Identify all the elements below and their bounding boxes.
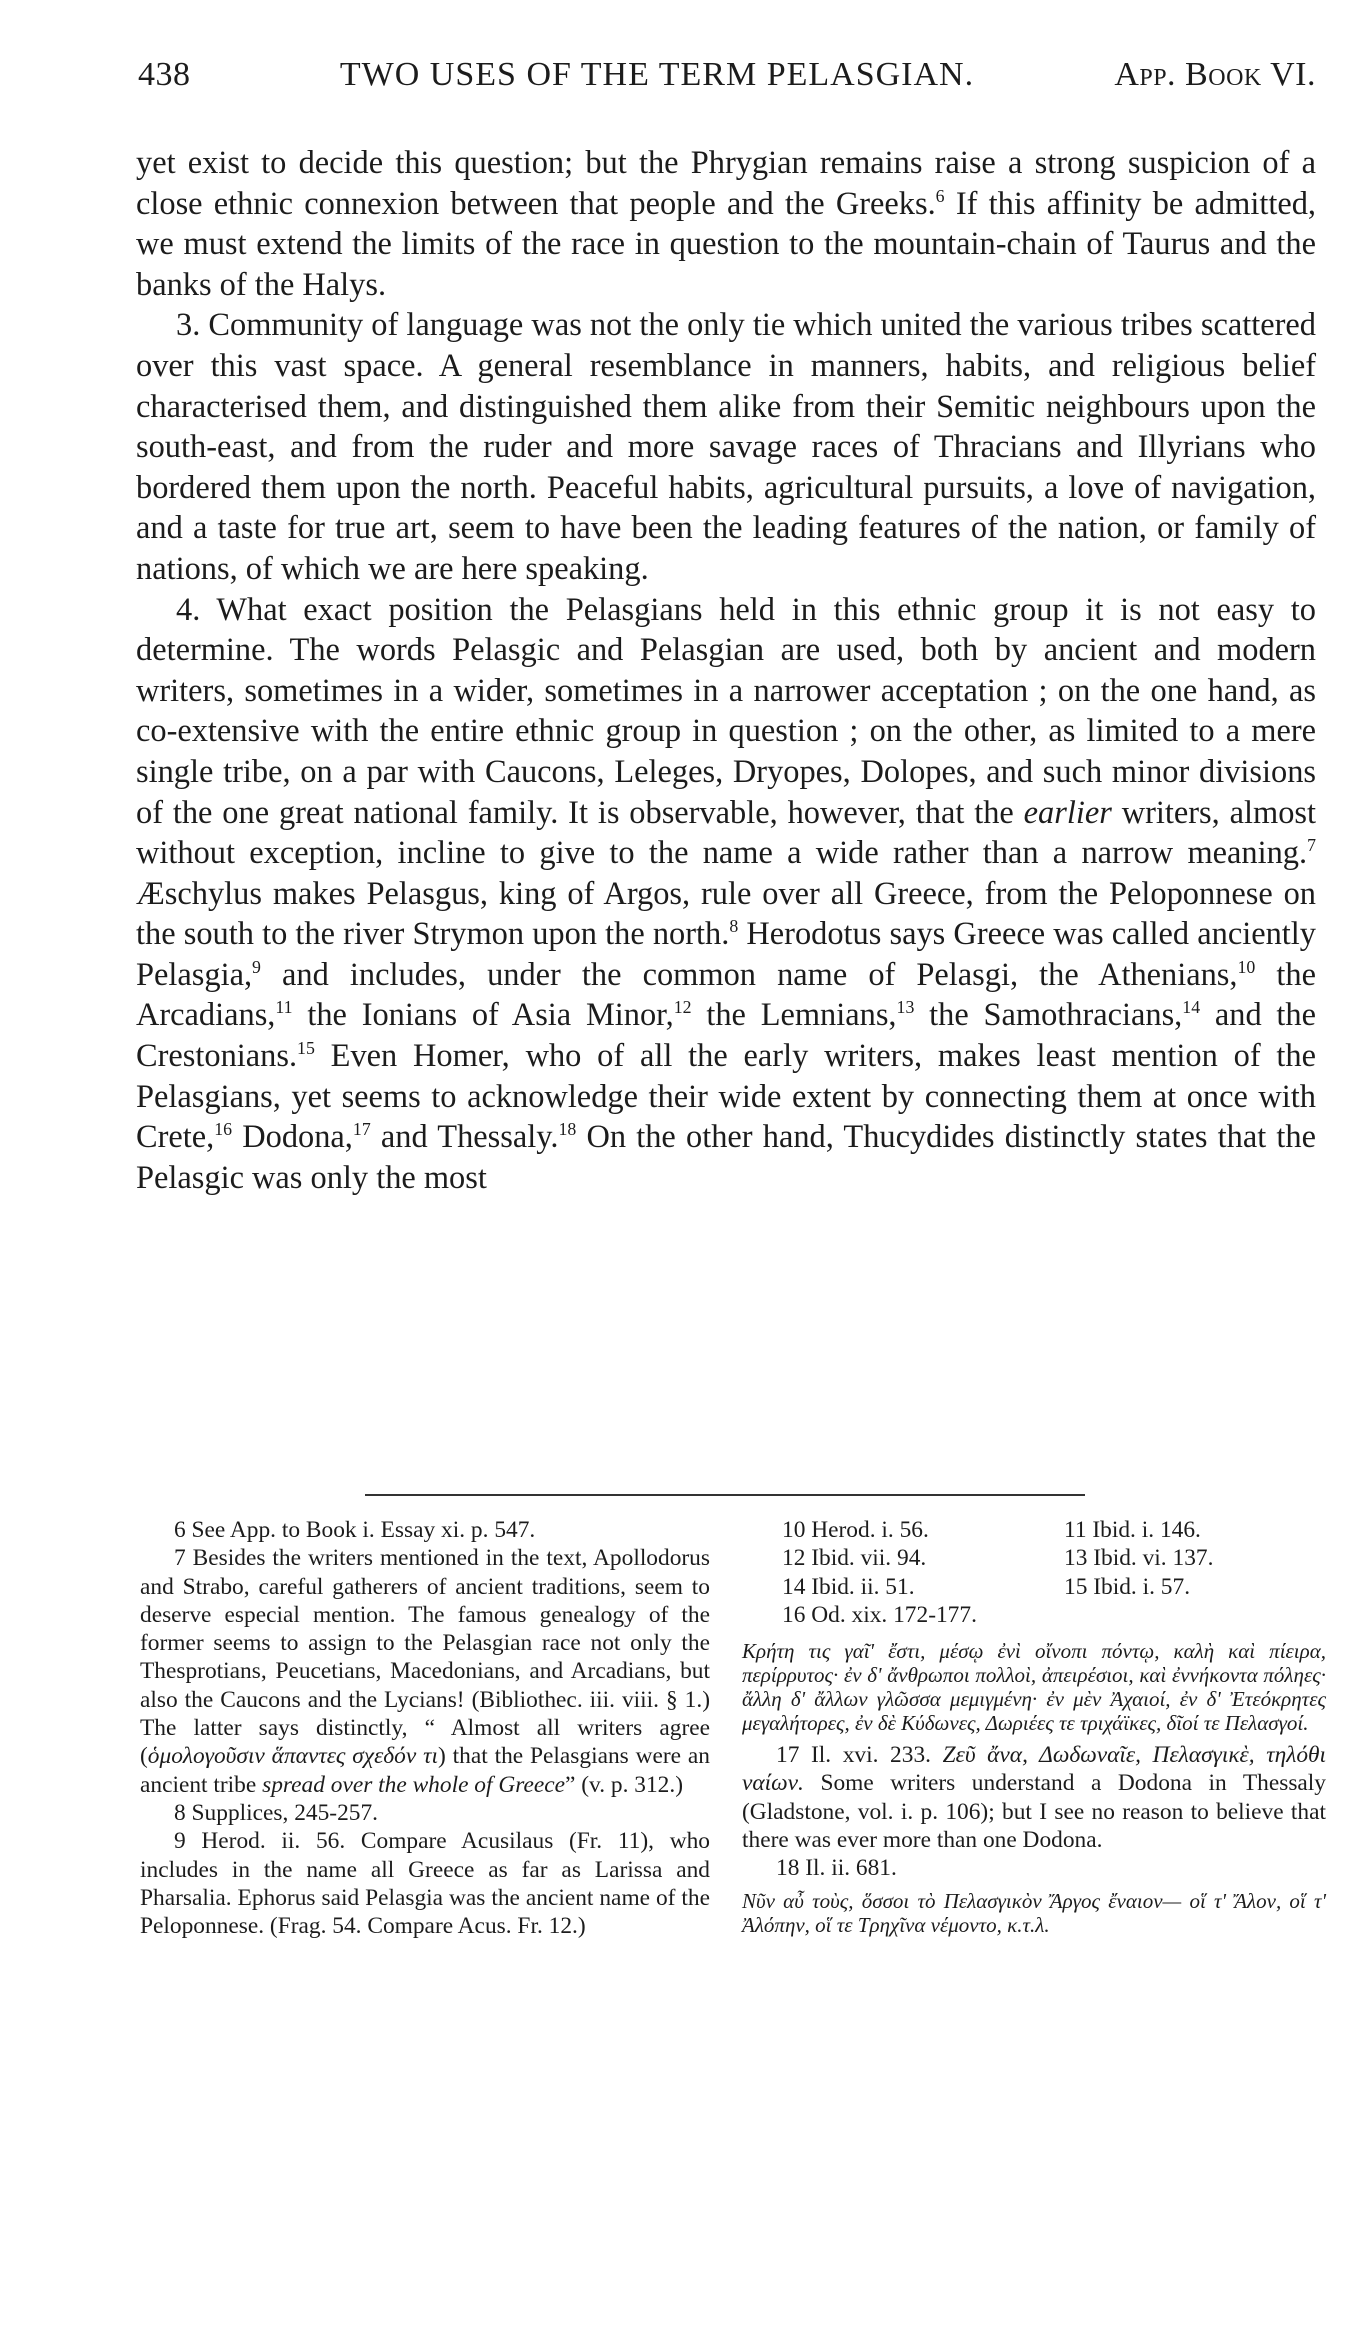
note-ref: 14: [1182, 997, 1201, 1018]
note-ref: 15: [297, 1038, 315, 1059]
note-ref: 11: [275, 997, 293, 1018]
footnote-16: 16 Od. xix. 172-177.: [782, 1601, 977, 1628]
footnote-17: 17 Il. xvi. 233. Ζεῦ ἄνα, Δωδωναῖε, Πελασγικὲ, τηλόθι ναίων. Some writers understand a Dodona in Thessaly (Gladstone, vol. i. p. 106); but I see no reason to believe that there was ever more than one Dodona.: [742, 1742, 1327, 1854]
footnote-8: 8 Supplices, 245-257.: [174, 1799, 379, 1826]
footnote-12: 12 Ibid. vii. 94.: [782, 1545, 927, 1572]
footnote-14: 14 Ibid. ii. 51.: [782, 1573, 915, 1600]
note-ref: 6: [935, 185, 945, 206]
paragraph-1: yet exist to decide this question; but the Phrygian remains raise a strong suspicion of a close ethnic connexion between that people and the Greeks.$^6$ If this affinity be admitted, we must extend the limits of the race in question to the mountain-chain of Taurus and the banks of the Halys.: [136, 145, 1316, 303]
note-ref: 16: [214, 1119, 233, 1140]
running-head: App. Book VI.: [1114, 56, 1316, 93]
footnote-6: 6 See App. to Book i. Essay xi. p. 547.: [174, 1517, 536, 1543]
note-ref: 7: [1307, 835, 1316, 856]
footnote-refs: [742, 1516, 1326, 1629]
footnotes-right-column: [742, 1516, 1326, 1943]
footnote-11: 11 Ibid. i. 146.: [1064, 1517, 1201, 1543]
note-ref: 10: [1237, 957, 1256, 978]
footnote-15: 15 Ibid. i. 57.: [1064, 1573, 1191, 1600]
footnote-divider: [365, 1494, 1085, 1496]
note-ref: 13: [896, 997, 915, 1018]
note-ref: 18: [558, 1119, 577, 1140]
note-ref: 8: [729, 916, 739, 937]
main-text: [136, 143, 1316, 1198]
footnote-9: 9 Herod. ii. 56. Compare Acusilaus (Fr. 11), who includes in the name all Greece as far as Larissa and Pharsalia. Ephorus said Pelasgia was the ancient name of the Peloponnese. (Frag. 54. Compare Acus. Fr. 12.): [140, 1828, 710, 1940]
greek-quotation-argos: Νῦν αὖ τοὺς, ὅσσοι τὸ Πελασγικὸν Ἄργος ἔναιον— οἵ τ' Ἄλον, οἵ τ' Ἀλόπην, οἵ τε Τρηχῖνα νέμοντο, κ.τ.λ.: [742, 1888, 1326, 1937]
page-title: TWO USES OF THE TERM PELASGIAN.: [339, 56, 975, 93]
footnote-13: 13 Ibid. vi. 137.: [1064, 1545, 1214, 1572]
running-header: [138, 56, 1316, 104]
note-ref: 12: [673, 997, 692, 1018]
footnote-10: 10 Herod. i. 56.: [782, 1517, 929, 1543]
footnote-18: 18 Il. ii. 681.: [776, 1855, 897, 1882]
note-ref: 9: [252, 957, 261, 978]
footnotes-left-column: [140, 1516, 710, 1940]
footnote-7: 7 Besides the writers mentioned in the text, Apollodorus and Strabo, careful gatherers of ancient traditions, seem to deserve especial mention. The famous genealogy of the former seems to assign to the Pelasgian race not only the Thesprotians, Peucetians, Macedonians, and Arcadians, but also the Caucons and the Lycians! (Bibliothec. iii. viii. § 1.) The latter says distinctly, “ Almost all writers agree (ὁμολογοῦσιν ἅπαντες σχεδόν τι) that the Pelasgians were an ancient tribe spread over the whole of Greece” (v. p. 312.): [140, 1545, 710, 1798]
note-ref: 17: [352, 1119, 371, 1140]
paragraph-2: 3. Community of language was not the only tie which united the various tribes scattered over this vast space. A general resemblance in manners, habits, and religious belief characterised them, and distinguished them alike from their Semitic neighbours upon the south-east, and from the ruder and more savage races of Thracians and Illyrians who bordered them upon the north. Peaceful habits, agricultural pursuits, a love of navigation, and a taste for true art, seem to have been the leading features of the nation, or family of nations, of which we are here speaking.: [136, 307, 1316, 587]
greek-quotation-crete: Κρήτη τις γαῖ' ἔστι, μέσῳ ἐνὶ οἴνοπι πόντῳ, καλὴ καὶ πίειρα, περίρρυτος· ἐν δ' ἄνθρωποι πολλοὶ, ἀπειρέσιοι, καὶ ἐννήκοντα πόληες· ἄλλη δ' ἄλλων γλῶσσα μεμιγμένη· ἐν μὲν Ἀχαιοί, ἐν δ' Ἐτεόκρητες μεγαλήτορες, ἐν δὲ Κύδωνες, Δωριέες τε τριχάϊκες, δῖοί τε Πελασγοί.: [742, 1639, 1326, 1736]
page-number: 438: [138, 56, 191, 93]
paragraph-3: 4. What exact position the Pelasgians held in this ethnic group it is not easy to determine. The words Pelasgic and Pelasgian are used, both by ancient and modern writers, sometimes in a wider, sometimes in a narrower acceptation ; on the one hand, as co-extensive with the entire ethnic group in question ; on the other, as limited to a mere single tribe, on a par with Caucons, Leleges, Dryopes, Dolopes, and such minor divisions of the one great national family. It is observable, however, that the earlier writers, almost without exception, incline to give to the name a wide rather than a narrow meaning.$^7$ Æschylus makes Pelasgus, king of Argos, rule over all Greece, from the Peloponnese on the south to the river Strymon upon the north.$^8$ Herodotus says Greece was called anciently Pelasgia,$^9$ and includes, under the common name of Pelasgi, the Athenians,$^{10}$ the Arcadians,$^{11}$ the Ionians of Asia Minor,$^{12}$ the Lemnians,$^{13}$ the Samothracians,$^{14}$ and the Crestonians.$^{15}$ Even Homer, who of all the early writers, makes least mention of the Pelasgians, yet seems to acknowledge their wide extent by connecting them at once with Crete,$^{16}$ Dodona,$^{17}$ and Thessaly.$^{18}$ On the other hand, Thucydides distinctly states that the Pelasgic was only the most: [136, 591, 1317, 1196]
